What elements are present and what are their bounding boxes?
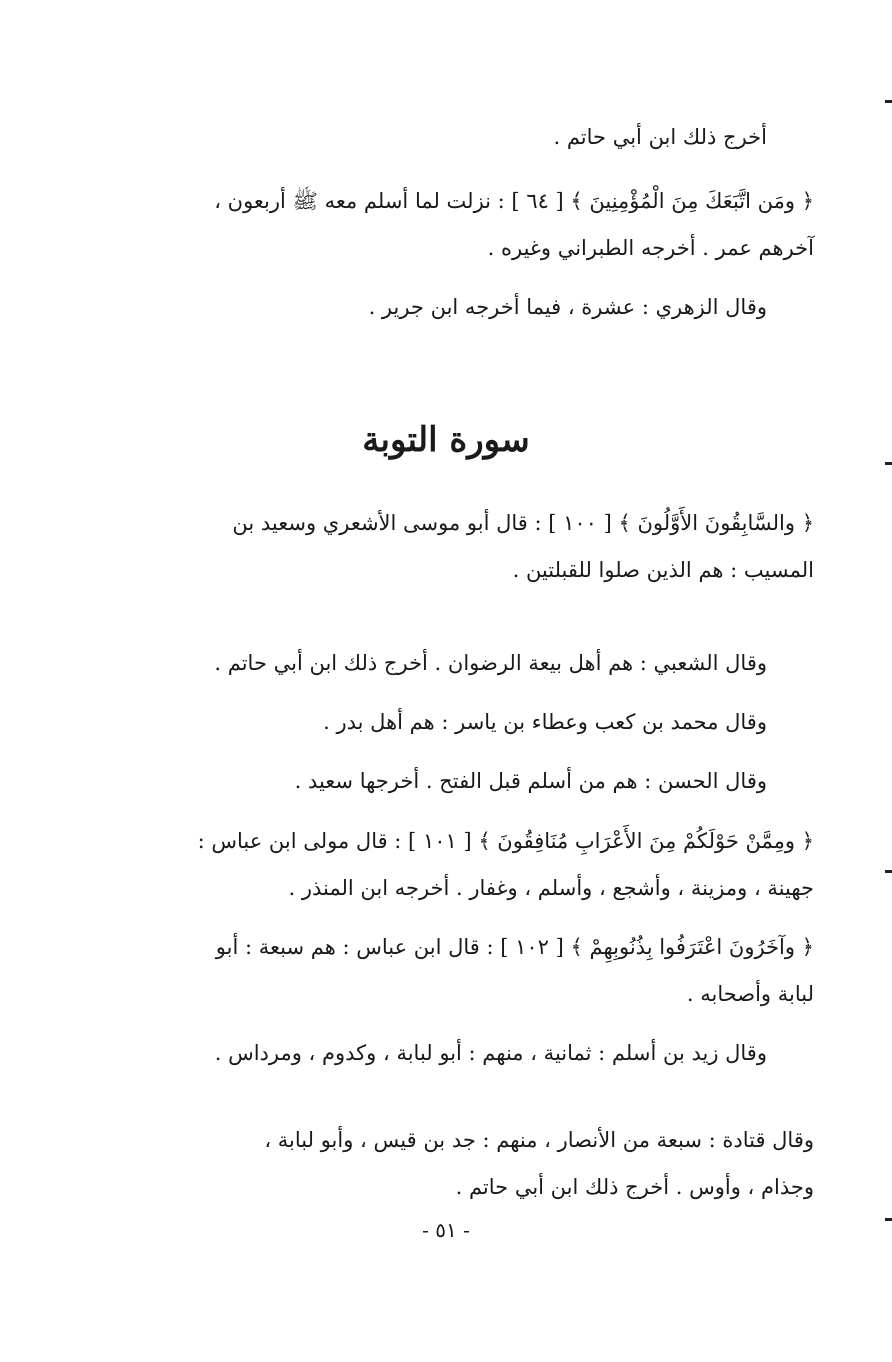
text-line: ﴿ ومَن اتَّبَعَكَ مِنَ الْمُؤْمِنِينَ ﴾ [ ٦٤ ] : نزلت لما أسلم معه ﷺ أربعون ،	[214, 189, 814, 213]
edge-mark	[885, 462, 892, 465]
edge-mark	[885, 1218, 892, 1221]
page-number: - ٥١ -	[422, 1218, 470, 1242]
text-line: لبابة وأصحابه .	[686, 982, 814, 1006]
text-line: ﴿ ومِمَّنْ حَوْلَكُمْ مِنَ الأَعْرَابِ مُنَافِقُونَ ﴾ [ ١٠١ ] : قال مولى ابن عباس :	[197, 829, 814, 853]
text-line: آخرهم عمر . أخرجه الطبراني وغيره .	[487, 236, 814, 260]
text-line: المسيب : هم الذين صلوا للقبلتين .	[512, 558, 814, 582]
text-line: وقال قتادة : سبعة من الأنصار ، منهم : جد بن قيس ، وأبو لبابة ،	[264, 1128, 814, 1152]
text-line: ﴿ وآخَرُونَ اعْتَرَفُوا بِذُنُوبِهِمْ ﴾ [ ١٠٢ ] : قال ابن عباس : هم سبعة : أبو	[215, 935, 814, 959]
text-line: وقال الحسن : هم من أسلم قبل الفتح . أخرجها سعيد .	[294, 769, 767, 793]
text-line: ﴿ والسَّابِقُونَ الأَوَّلُونَ ﴾ [ ١٠٠ ] : قال أبو موسى الأشعري وسعيد بن	[232, 511, 814, 535]
surah-title: سورة التوبة	[362, 420, 530, 460]
text-line: وقال زيد بن أسلم : ثمانية ، منهم : أبو لبابة ، وكدوم ، ومرداس .	[214, 1041, 767, 1065]
text-line: وجذام ، وأوس . أخرج ذلك ابن أبي حاتم .	[455, 1175, 814, 1199]
text-line: وقال الزهري : عشرة ، فيما أخرجه ابن جرير .	[368, 295, 767, 319]
text-line: جهينة ، ومزينة ، وأشجع ، وأسلم ، وغفار . أخرجه ابن المنذر .	[288, 876, 814, 900]
edge-mark	[885, 100, 892, 103]
edge-mark	[885, 870, 892, 873]
text-line: أخرج ذلك ابن أبي حاتم .	[553, 125, 767, 149]
text-line: وقال الشعبي : هم أهل بيعة الرضوان . أخرج ذلك ابن أبي حاتم .	[214, 651, 767, 675]
text-line: وقال محمد بن كعب وعطاء بن ياسر : هم أهل بدر .	[323, 710, 767, 734]
